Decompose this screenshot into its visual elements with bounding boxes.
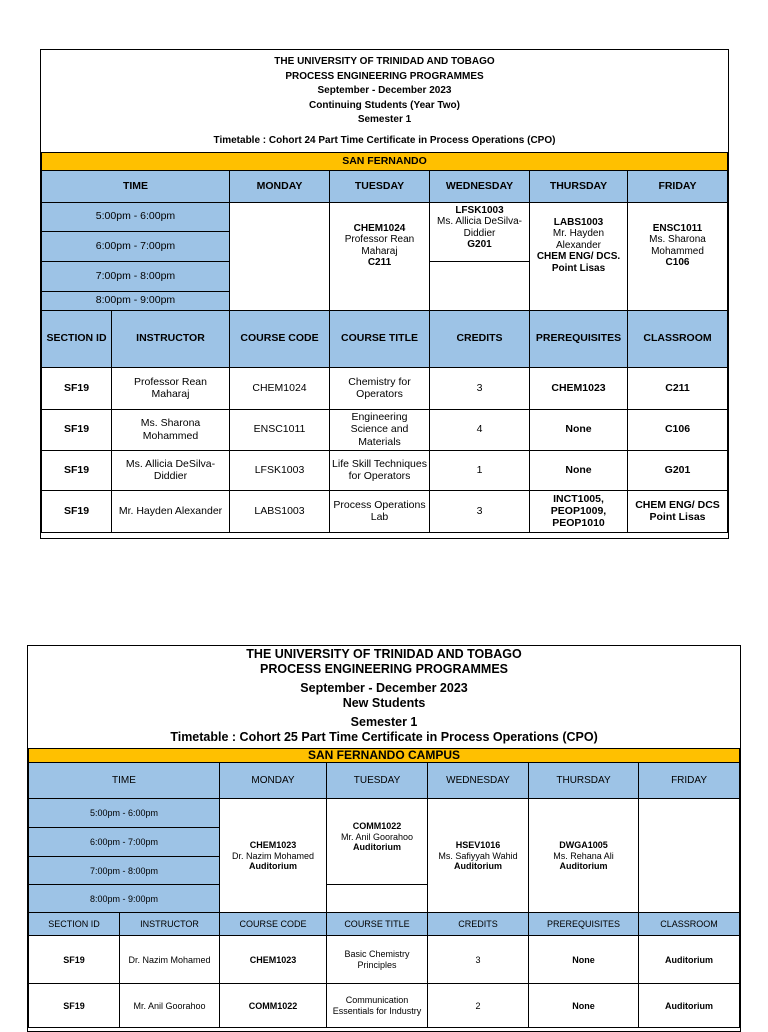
- tuesday-cell: [330, 202, 430, 310]
- section-id: SF19: [29, 984, 120, 1028]
- course-code: CHEM1024: [353, 222, 406, 234]
- course-code: DWGA1005: [559, 840, 608, 851]
- instructor-name: Professor Rean Maharaj: [344, 234, 415, 257]
- timetable-1-header: [42, 50, 728, 152]
- day-header-friday: FRIDAY: [628, 170, 728, 202]
- col-header-course-code: COURSE CODE: [220, 913, 327, 936]
- time-slot: 5:00pm - 6:00pm: [42, 202, 230, 231]
- col-header-classroom: CLASSROOM: [628, 310, 728, 367]
- table-row: [29, 936, 740, 984]
- classroom: C211: [367, 257, 392, 268]
- instructor: Ms. Allicia DeSilva-Diddier: [112, 450, 230, 490]
- day-header-wednesday: WEDNESDAY: [430, 170, 530, 202]
- prerequisites: None: [529, 984, 639, 1028]
- time-slot: 6:00pm - 7:00pm: [42, 231, 230, 261]
- instructor-name: Ms. Rehana Ali: [553, 850, 614, 861]
- programme-name: PROCESS ENGINEERING PROGRAMMES: [260, 662, 508, 676]
- prerequisites: None: [530, 450, 628, 490]
- friday-cell: [628, 202, 728, 310]
- friday-cell: [639, 799, 740, 913]
- day-header-time: TIME: [42, 170, 230, 202]
- day-header-time: TIME: [29, 763, 220, 799]
- campus-banner: SAN FERNANDO: [42, 152, 728, 170]
- timetable-2-header: [29, 646, 740, 748]
- credits: 1: [430, 450, 530, 490]
- prerequisites: None: [530, 409, 628, 450]
- time-slot: 7:00pm - 8:00pm: [42, 261, 230, 291]
- instructor-name: Ms. Sharona Mohammed: [649, 234, 706, 257]
- course-title: Communication Essentials for Industry: [327, 984, 428, 1028]
- course-code: LABS1003: [553, 216, 604, 228]
- tuesday-empty-cell: [327, 885, 428, 913]
- credits: 3: [430, 490, 530, 532]
- university-name: THE UNIVERSITY OF TRINIDAD AND TOBAGO: [274, 56, 495, 68]
- classroom: G201: [628, 450, 728, 490]
- instructor: Dr. Nazim Mohamed: [120, 936, 220, 984]
- col-header-instructor: INSTRUCTOR: [120, 913, 220, 936]
- col-header-classroom: CLASSROOM: [639, 913, 740, 936]
- campus-banner: SAN FERNANDO CAMPUS: [29, 748, 740, 763]
- tuesday-cell: [327, 799, 428, 885]
- classroom: Auditorium: [639, 936, 740, 984]
- col-header-instructor: INSTRUCTOR: [112, 310, 230, 367]
- course-code: CHEM1024: [230, 367, 330, 409]
- credits: 3: [428, 936, 529, 984]
- wednesday-empty-cell: [430, 261, 530, 310]
- col-header-course-code: COURSE CODE: [230, 310, 330, 367]
- instructor: Mr. Anil Goorahoo: [120, 984, 220, 1028]
- col-header-course-title: COURSE TITLE: [330, 310, 430, 367]
- course-title: Chemistry for Operators: [330, 367, 430, 409]
- classroom: C211: [628, 367, 728, 409]
- course-code: LABS1003: [230, 490, 330, 532]
- timetable-title: Timetable : Cohort 24 Part Time Certificate in Process Operations (CPO): [213, 134, 556, 146]
- semester: Semester 1: [350, 715, 418, 729]
- time-slot: 8:00pm - 9:00pm: [42, 291, 230, 310]
- classroom: Auditorium: [249, 860, 297, 871]
- col-header-prerequisites: PREREQUISITES: [530, 310, 628, 367]
- course-code: ENSC1011: [652, 222, 703, 234]
- classroom: Auditorium: [353, 841, 401, 852]
- thursday-cell: [529, 799, 639, 913]
- section-id: SF19: [42, 490, 112, 532]
- col-header-course-title: COURSE TITLE: [327, 913, 428, 936]
- wednesday-cell: [430, 202, 530, 261]
- credits: 3: [430, 367, 530, 409]
- prerequisites: None: [529, 936, 639, 984]
- prerequisites: CHEM1023: [530, 367, 628, 409]
- course-title: Engineering Science and Materials: [330, 409, 430, 450]
- col-header-credits: CREDITS: [428, 913, 529, 936]
- semester: Semester 1: [357, 114, 412, 126]
- classroom: C106: [665, 257, 690, 268]
- col-header-section-id: SECTION ID: [42, 310, 112, 367]
- classroom: Auditorium: [639, 984, 740, 1028]
- course-title: Basic Chemistry Principles: [327, 936, 428, 984]
- col-header-prerequisites: PREREQUISITES: [529, 913, 639, 936]
- university-name: THE UNIVERSITY OF TRINIDAD AND TOBAGO: [246, 647, 522, 661]
- timetable-cohort-25: [28, 646, 740, 1028]
- table-row: [42, 409, 728, 450]
- classroom: CHEM ENG/ DCS.: [536, 251, 621, 262]
- time-slot: 8:00pm - 9:00pm: [29, 885, 220, 913]
- monday-cell: [220, 799, 327, 913]
- course-code: HSEV1016: [455, 840, 501, 851]
- instructor-name: Ms. Safiyyah Wahid: [438, 850, 518, 861]
- day-header-wednesday: WEDNESDAY: [428, 763, 529, 799]
- table-row: [42, 367, 728, 409]
- student-group: Continuing Students (Year Two): [309, 99, 460, 111]
- classroom: Auditorium: [559, 860, 608, 871]
- day-header-thursday: THURSDAY: [529, 763, 639, 799]
- timetable-title: Timetable : Cohort 25 Part Time Certificate in Process Operations (CPO): [170, 730, 598, 744]
- location: Point Lisas: [551, 262, 606, 274]
- instructor-name: Dr. Nazim Mohamed: [231, 850, 315, 861]
- monday-cell: [230, 202, 330, 310]
- course-title: Process Operations Lab: [330, 490, 430, 532]
- course-code: COMM1022: [352, 821, 402, 832]
- time-slot: 6:00pm - 7:00pm: [29, 828, 220, 857]
- section-id: SF19: [29, 936, 120, 984]
- instructor-name: Mr. Anil Goorahoo: [340, 831, 414, 842]
- student-group: New Students: [342, 696, 426, 710]
- day-header-thursday: THURSDAY: [530, 170, 628, 202]
- programme-name: PROCESS ENGINEERING PROGRAMMES: [285, 70, 484, 82]
- wednesday-cell: [428, 799, 529, 913]
- credits: 4: [430, 409, 530, 450]
- instructor: Ms. Sharona Mohammed: [112, 409, 230, 450]
- day-header-monday: MONDAY: [230, 170, 330, 202]
- day-header-tuesday: TUESDAY: [330, 170, 430, 202]
- instructor: Mr. Hayden Alexander: [112, 490, 230, 532]
- time-slot: 5:00pm - 6:00pm: [29, 799, 220, 828]
- section-id: SF19: [42, 367, 112, 409]
- day-header-tuesday: TUESDAY: [327, 763, 428, 799]
- classroom: G201: [467, 239, 492, 250]
- instructor-name: Mr. Hayden Alexander: [552, 228, 605, 251]
- col-header-section-id: SECTION ID: [29, 913, 120, 936]
- prerequisites: INCT1005, PEOP1009, PEOP1010: [530, 490, 628, 532]
- section-id: SF19: [42, 409, 112, 450]
- thursday-cell: [530, 202, 628, 310]
- course-code: ENSC1011: [230, 409, 330, 450]
- table-row: [42, 490, 728, 532]
- term: September - December 2023: [300, 681, 468, 695]
- credits: 2: [428, 984, 529, 1028]
- course-code: CHEM1023: [220, 936, 327, 984]
- day-header-monday: MONDAY: [220, 763, 327, 799]
- section-id: SF19: [42, 450, 112, 490]
- day-header-friday: FRIDAY: [639, 763, 740, 799]
- time-slot: 7:00pm - 8:00pm: [29, 857, 220, 885]
- col-header-credits: CREDITS: [430, 310, 530, 367]
- timetable-cohort-24: [41, 50, 728, 533]
- instructor-name: Ms. Allicia DeSilva-Diddier: [436, 216, 523, 239]
- table-row: [42, 450, 728, 490]
- classroom: CHEM ENG/ DCS Point Lisas: [628, 490, 728, 532]
- course-code: LFSK1003: [230, 450, 330, 490]
- term: September - December 2023: [317, 85, 452, 97]
- instructor: Professor Rean Maharaj: [112, 367, 230, 409]
- course-title: Life Skill Techniques for Operators: [330, 450, 430, 490]
- course-code: CHEM1023: [249, 840, 297, 851]
- classroom: Auditorium: [454, 860, 502, 871]
- course-code: LFSK1003: [455, 204, 504, 216]
- classroom: C106: [628, 409, 728, 450]
- course-code: COMM1022: [220, 984, 327, 1028]
- table-row: [29, 984, 740, 1028]
